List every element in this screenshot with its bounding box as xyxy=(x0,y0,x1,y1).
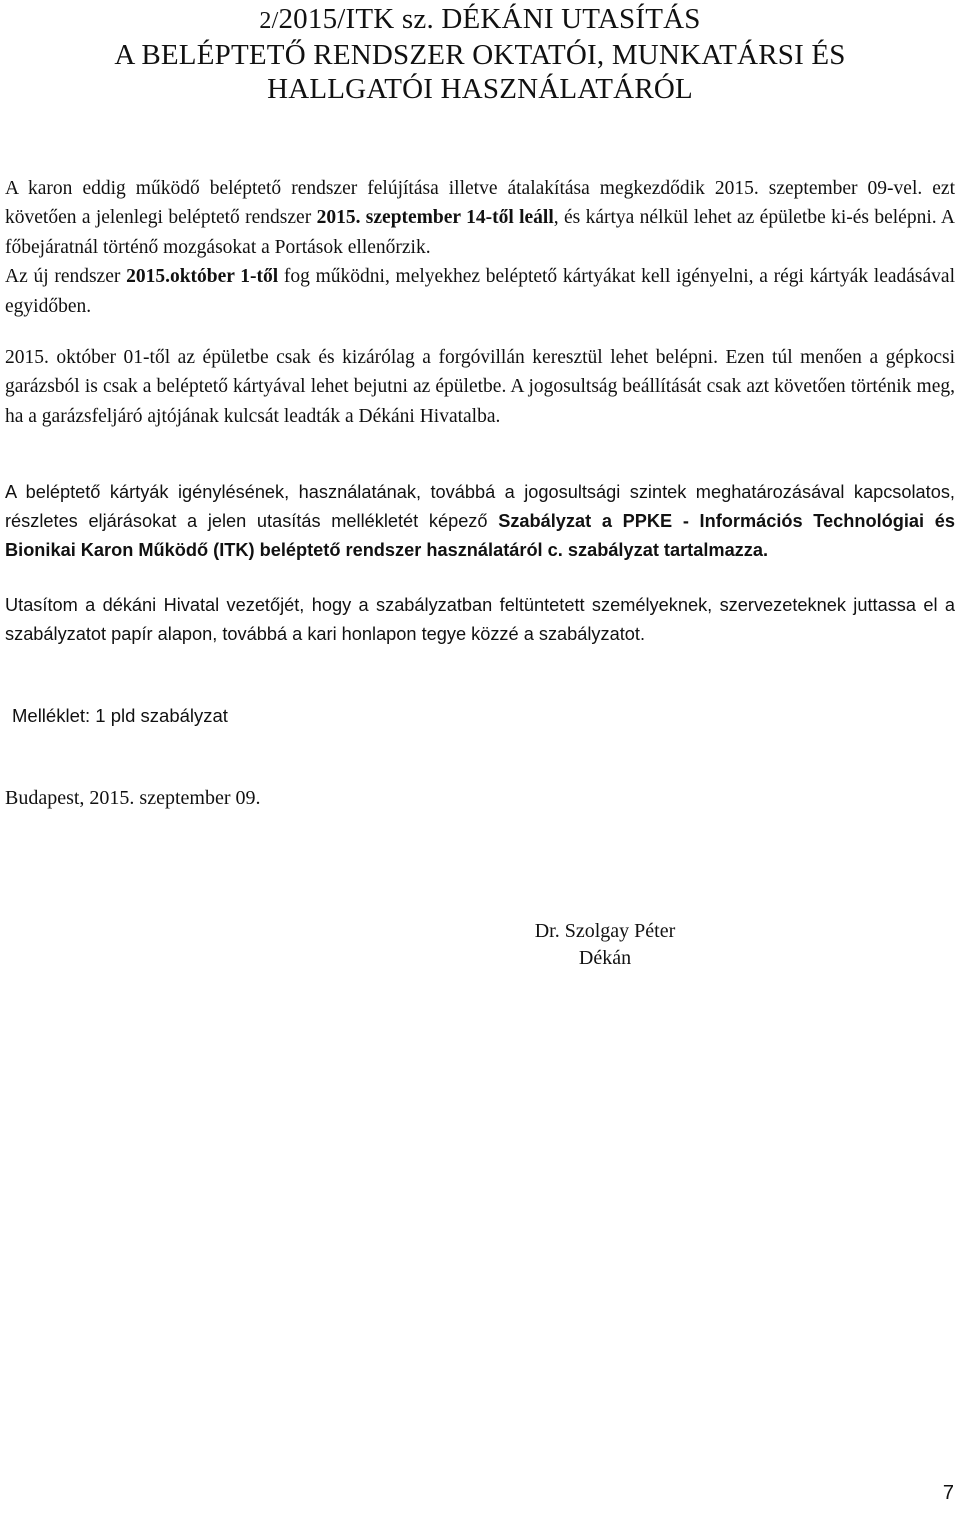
p1-text-a: A karon eddig működő beléptető rendszer felújítása illetve átalakítása megkezdődik 2015. szeptember 09-vel. ezt követően a jelenlegi beléptető rendszer xyxy=(5,178,955,229)
p1-text-f: fog működni, melyekhez beléptető kártyákat kell igényelni, a régi kártyák leadásával egyidőben. xyxy=(5,266,956,317)
p1-text-c: , és kártya nélkül lehet az épületbe ki-és belépni. A főbejáratnál történő mozgásokat a Portások ellenőrzik. xyxy=(5,207,955,258)
paragraph-1 xyxy=(5,174,955,321)
title-line-1-text: 2015/ITK sz. DÉKÁNI UTASÍTÁS xyxy=(278,3,701,35)
p3-text-a: A beléptető kártyák igénylésének, használatának, továbbá a jogosultsági szintek meghatározásával kapcsolatos, részletes eljárásokat a jelen utasítás mellékletét képező xyxy=(5,482,955,531)
paragraph-4: Utasítom a dékáni Hivatal vezetőjét, hogy a szabályzatban feltüntetett személyeknek, szervezeteknek juttassa el a szabályzatot papír alapon, továbbá a kari honlapon tegye közzé a szabályzatot. xyxy=(5,595,955,644)
page-number: 7 xyxy=(942,1482,954,1504)
paragraph-3 xyxy=(5,478,955,564)
title-line-2: A BELÉPTETŐ RENDSZER OKTATÓI, MUNKATÁRSI ÉS xyxy=(114,39,846,71)
p1-text-d: Az új rendszer xyxy=(5,266,127,288)
title-line-1 xyxy=(0,2,960,38)
p1-bold-date: 2015. szeptember 14-től leáll xyxy=(316,207,554,229)
place-date: Budapest, 2015. szeptember 09. xyxy=(5,787,261,809)
title-prefix: 2/ xyxy=(259,8,279,34)
annex-note: Melléklet: 1 pld szabályzat xyxy=(12,705,228,726)
p1-bold-start: 2015.október 1-től xyxy=(126,266,279,288)
title-line-3: HALLGATÓI HASZNÁLATÁRÓL xyxy=(267,73,693,105)
document-title xyxy=(0,2,960,106)
signatory-role: Dékán xyxy=(578,947,632,969)
signatory-name: Dr. Szolgay Péter xyxy=(534,920,676,942)
signature-block xyxy=(490,918,720,972)
paragraph-2: 2015. október 01-től az épületbe csak és kizárólag a forgóvillán keresztül lehet belépni. Ezen túl menően a gépkocsi garázsból is csak a beléptető kártyával lehet bejutni az épületbe. A jogosultság beállítását csak azt követően történik meg, ha a garázsfeljáró ajtójának kulcsát leadták a Dékáni Hivatalba. xyxy=(5,347,955,427)
p3-bold-regulation: Szabályzat a PPKE - Információs Technológiai és Bionikai Karon Működő (ITK) beléptető rendszer használatáról c. szabályzat tartalmazza. xyxy=(5,510,955,560)
